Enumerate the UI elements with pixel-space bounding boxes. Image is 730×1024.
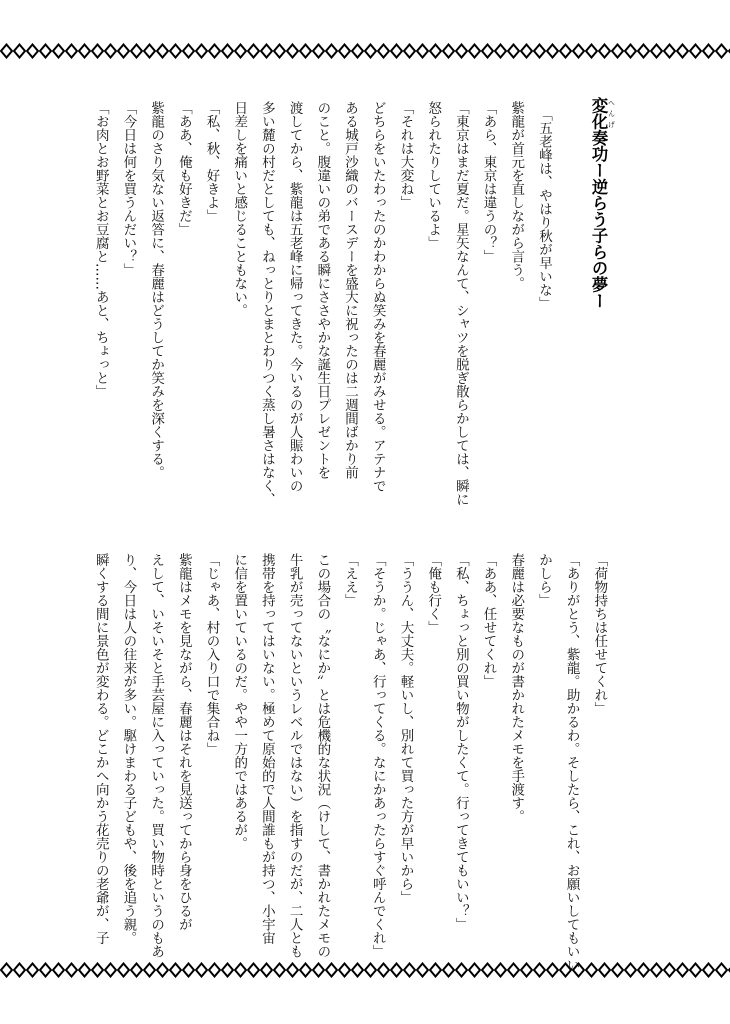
text-line: 日差しを痛いと感じることもない。 [231, 101, 248, 317]
text-line: かしら」 [535, 553, 552, 607]
text-line: 「荷物持ちは任せてくれ」 [591, 553, 608, 715]
text-line: のこと。腹違いの弟である瞬にささやかな誕生日プレゼントを [314, 101, 331, 479]
upper-text-block [86, 101, 557, 506]
text-line: この場合の〝なにか〟とは危機的な状況（けして、書かれたメモの [314, 553, 331, 958]
text-line: えして、いそいそと手芸屋に入っていった。買い物時というのもあ [148, 553, 165, 958]
text-line: 「あら、東京は違うの？」 [480, 101, 497, 263]
text-line: ある城戸沙織のバースデーを盛大に祝ったのは二週間ばかり前 [342, 101, 359, 479]
text-line: 「私、秋、好きよ」 [203, 101, 220, 223]
text-line: 渡してから、紫龍は五老峰に帰ってきた。今いるのが人賑わいの [286, 101, 303, 493]
text-line: に信を置いているのだ。やや一方的ではあるが。 [231, 553, 248, 850]
text-line: 瞬くする間に景色が変わる。どこかへ向かう花売りの老爺が、子 [92, 553, 109, 945]
text-line: 「ああ、俺も好きだ」 [175, 101, 192, 236]
lower-text-block [86, 553, 612, 972]
text-line: どちらをいたわったのかわからぬ笑みを春麗がみせる。アテナで [369, 101, 386, 493]
text-line: 怒られたりしているよ」 [425, 101, 442, 250]
text-line: 牛乳が売ってないというレベルではない）を指すのだが、二人とも [286, 553, 303, 958]
text-line: 多い麓の村だとしても、ねっとりとまとわりつく蒸し暑さはなく、 [258, 101, 275, 506]
text-line: 「今日は何を買うんだい？」 [120, 101, 137, 277]
text-line: 「そうか。じゃあ、行ってくる。なにかあったらすぐ呼んでくれ」 [369, 553, 386, 958]
story-title [585, 97, 616, 309]
title-text: 奏功ー逆らう子らの夢ー [589, 129, 608, 309]
text-line: 「ああ、任せてくれ」 [480, 553, 497, 688]
text-line: 「お肉とお野菜とお豆腐と……あと、ちょっと」 [92, 101, 109, 398]
text-line: 紫龍が首元を直しながら言う。 [508, 101, 525, 290]
text-line: 「東京はまだ夏だ。星矢なんて、シャツを脱ぎ散らかしては、瞬に [452, 101, 469, 506]
text-line: 「ありがとう、紫龍。助かるわ。そしたら、これ、お願いしてもいい [563, 553, 580, 972]
text-line: 携帯を持ってはいない。極めて原始的で人間誰もが持つ、小宇宙 [258, 553, 275, 945]
text-line: り、今日は人の往来が多い。駆けまわる子どもや、後を追う親。 [120, 553, 137, 945]
text-line: 「じゃあ、村の入り口で集合ね」 [203, 553, 220, 756]
diamond-border-top [0, 43, 730, 59]
title-ruby-reading: へんげ [607, 97, 616, 130]
text-line: 「それは大変ね」 [397, 101, 414, 209]
text-line: 「私、ちょっと別の買い物がしたくて。行ってきてもいい？」 [452, 553, 469, 931]
text-line: 「五老峰は、やはり秋が早いな」 [535, 101, 552, 311]
text-line: 春麗は必要なものが書かれたメモを手渡す。 [508, 553, 525, 823]
title-ruby [589, 97, 616, 130]
text-line: 「ううん、大丈夫。軽いし、別れて買った方が早いから」 [397, 553, 414, 904]
text-line: 紫龍はメモを見ながら、春麗はそれを見送ってから身をひるが [175, 553, 192, 931]
text-line: 「俺も行く」 [425, 553, 442, 634]
title-ruby-base: 変化 [589, 97, 608, 130]
text-line: 「ええ」 [342, 553, 359, 607]
text-line: 紫龍のさり気ない返答に、春麗はどうしてか笑みを深くする。 [148, 101, 165, 479]
